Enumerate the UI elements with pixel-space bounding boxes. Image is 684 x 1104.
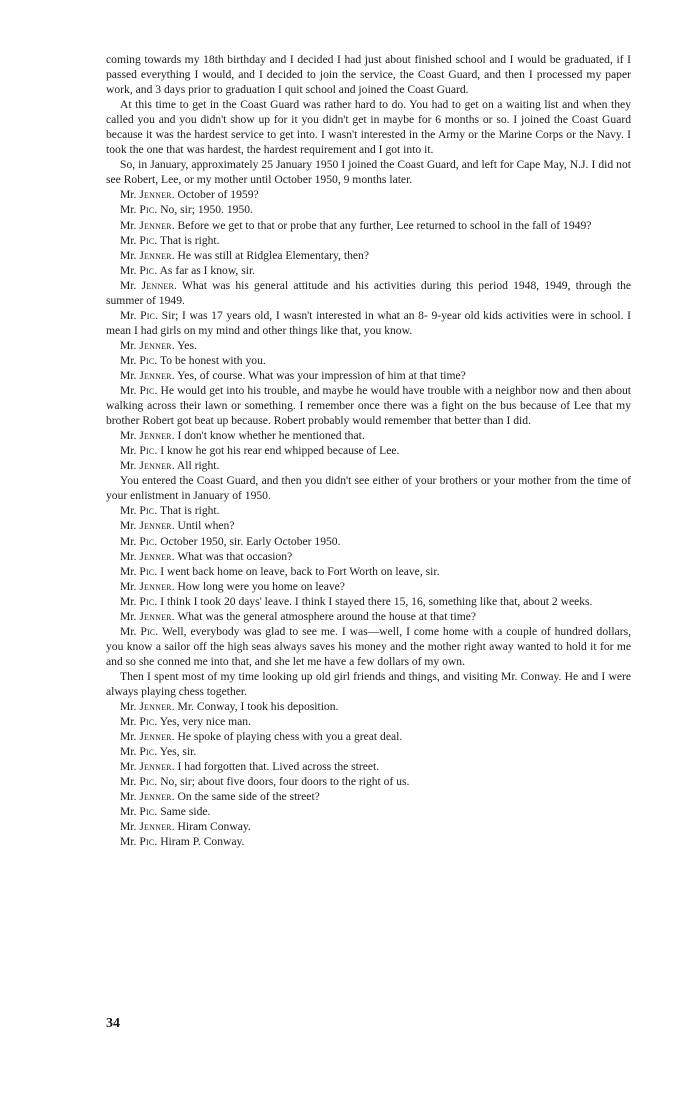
speaker-surname: Pic (139, 444, 155, 458)
paragraph-text: Until when? (177, 519, 235, 533)
speaker-surname: Jenner (139, 368, 172, 382)
speaker-surname: Jenner (139, 730, 172, 744)
speaker-surname: Jenner (139, 820, 172, 834)
testimony-line (106, 834, 631, 849)
testimony-line (106, 338, 631, 353)
speaker-name: Mr. Pic. (120, 715, 160, 729)
speaker-surname: Pic (139, 534, 155, 548)
speaker-name: Mr. Pic. (120, 444, 161, 458)
speaker-surname: Jenner (139, 248, 172, 262)
speaker-surname: Pic (139, 835, 155, 849)
paragraph-text: Same side. (160, 805, 211, 819)
speaker-surname: Pic (139, 775, 155, 789)
speaker-name: Mr. Jenner. (120, 760, 178, 774)
paragraph-text: He would get into his trouble, and maybe he would have trouble with a neighbor now and then about walking across their lawn or something. I remember once there was a fight on the bus because of Lee that my brother Robert got beat up because. Robert probably would remember that better than I did. (106, 384, 632, 428)
paragraph-text: Then I spent most of my time looking up old girl friends and things, and visiting Mr. Conway. He and I were always playing chess together. (106, 669, 631, 698)
narrative-paragraph (106, 97, 631, 157)
narrative-paragraph (106, 157, 631, 187)
narrative-paragraph (106, 52, 631, 97)
testimony-line (106, 308, 631, 338)
speaker-name: Mr. Pic. (120, 775, 161, 789)
testimony-line (106, 353, 631, 368)
speaker-surname: Jenner (139, 459, 172, 473)
paragraph-text: Before we get to that or probe that any further, Lee returned to school in the fall of 1949? (177, 218, 592, 232)
testimony-line (106, 819, 631, 834)
transcript-body (106, 52, 631, 849)
speaker-name: Mr. Jenner. (120, 459, 177, 473)
paragraph-text: No, sir; 1950. 1950. (160, 203, 253, 217)
speaker-name: Mr. Jenner. (120, 609, 178, 623)
speaker-surname: Jenner (139, 760, 172, 774)
speaker-name: Mr. Jenner. (120, 278, 182, 292)
speaker-surname: Pic (139, 384, 155, 398)
paragraph-text: I think I took 20 days' leave. I think I stayed there 15, 16, something like that, about 2 weeks. (160, 594, 593, 608)
speaker-name: Mr. Pic. (120, 203, 161, 217)
paragraph-text: Well, everybody was glad to see me. I was—well, I come home with a couple of hundred dollars, you know a sailor off the high seas always saves his money and the mother right away wanted to hold it for me and so she conned me into that, and she let me have a few dollars of my own. (106, 624, 631, 668)
testimony-line (106, 458, 631, 473)
testimony-line (106, 579, 631, 594)
speaker-name: Mr. Jenner. (120, 790, 178, 804)
speaker-name: Mr. Pic. (120, 624, 163, 638)
paragraph-text: As far as I know, sir. (159, 263, 256, 277)
paragraph-text: I went back home on leave, back to Fort Worth on leave, sir. (160, 564, 440, 578)
testimony-line (106, 804, 631, 819)
paragraph-text: You entered the Coast Guard, and then you didn't see either of your brothers or your mother from the time of your enlistment in January of 1950. (106, 474, 631, 503)
paragraph-text: That is right. (159, 504, 220, 518)
testimony-line (106, 428, 631, 443)
speaker-surname: Pic (139, 594, 155, 608)
testimony-line (106, 263, 631, 278)
paragraph-text: All right. (176, 459, 220, 473)
paragraph-text: I know he got his rear end whipped because of Lee. (160, 444, 400, 458)
speaker-name: Mr. Jenner. (120, 218, 178, 232)
speaker-surname: Pic (139, 504, 155, 518)
speaker-name: Mr. Jenner. (120, 730, 178, 744)
speaker-name: Mr. Jenner. (120, 579, 178, 593)
speaker-surname: Pic (139, 745, 155, 759)
speaker-name: Mr. Pic. (120, 353, 160, 367)
paragraph-text: He spoke of playing chess with you a great deal. (177, 730, 403, 744)
paragraph-text: I had forgotten that. Lived across the street. (177, 760, 380, 774)
speaker-surname: Jenner (139, 700, 172, 714)
speaker-name: Mr. Pic. (120, 233, 160, 247)
testimony-line (106, 248, 631, 263)
testimony-line (106, 564, 631, 579)
narrative-paragraph (106, 669, 631, 699)
speaker-surname: Jenner (139, 519, 172, 533)
speaker-surname: Jenner (139, 429, 172, 443)
paragraph-text: Yes, sir. (159, 745, 197, 759)
speaker-name: Mr. Jenner. (120, 820, 178, 834)
speaker-surname: Pic (139, 233, 155, 247)
speaker-name: Mr. Jenner. (120, 188, 178, 202)
testimony-line (106, 789, 631, 804)
paragraph-text: At this time to get in the Coast Guard was rather hard to do. You had to get on a waiting list and when they called you and you didn't show up for it you didn't get in maybe for 6 months or so. I joined the Coast Guard because it was the hardest service to get into. I wasn't interested in the Army or the Marine Corps or the Navy. I took the one that was hardest, the hardest requirement and I got into it. (106, 98, 631, 157)
speaker-surname: Pic (139, 353, 155, 367)
speaker-name: Mr. Pic. (120, 594, 161, 608)
testimony-line (106, 503, 631, 518)
speaker-surname: Jenner (139, 338, 172, 352)
speaker-name: Mr. Jenner. (120, 338, 178, 352)
testimony-line (106, 278, 631, 308)
speaker-surname: Jenner (139, 549, 172, 563)
paragraph-text: coming towards my 18th birthday and I decided I had just about finished school and I would be graduated, if I passed everything I would, and I decided to join the service, the Coast Guard, and then I processed my paper work, and 3 days prior to graduation I quit school and joined the Coast Guard. (106, 53, 631, 97)
speaker-surname: Pic (139, 564, 155, 578)
speaker-name: Mr. Pic. (120, 504, 160, 518)
speaker-name: Mr. Pic. (120, 534, 161, 548)
testimony-line (106, 759, 631, 774)
testimony-line (106, 443, 631, 458)
paragraph-text: I don't know whether he mentioned that. (177, 429, 365, 443)
paragraph-text: On the same side of the street? (177, 790, 320, 804)
testimony-line (106, 368, 631, 383)
testimony-line (106, 594, 631, 609)
page-number: 34 (106, 1016, 120, 1031)
speaker-surname: Jenner (141, 278, 174, 292)
paragraph-text: Yes, of course. What was your impression of him at that time? (177, 368, 466, 382)
paragraph-text: Hiram Conway. (177, 820, 251, 834)
speaker-name: Mr. Pic. (120, 745, 160, 759)
speaker-name: Mr. Jenner. (120, 549, 178, 563)
paragraph-text: That is right. (159, 233, 220, 247)
testimony-line (106, 744, 631, 759)
testimony-line (106, 609, 631, 624)
testimony-line (106, 383, 631, 428)
testimony-line (106, 699, 631, 714)
speaker-name: Mr. Jenner. (120, 700, 178, 714)
paragraph-text: Yes. (177, 338, 197, 352)
testimony-line (106, 202, 631, 217)
testimony-line (106, 549, 631, 564)
testimony-line (106, 774, 631, 789)
speaker-surname: Jenner (139, 790, 172, 804)
paragraph-text: No, sir; about five doors, four doors to the right of us. (160, 775, 410, 789)
speaker-surname: Pic (139, 263, 155, 277)
speaker-surname: Pic (139, 715, 155, 729)
paragraph-text: October 1950, sir. Early October 1950. (160, 534, 341, 548)
speaker-name: Mr. Pic. (120, 564, 161, 578)
testimony-line (106, 714, 631, 729)
speaker-surname: Pic (140, 308, 156, 322)
paragraph-text: How long were you home on leave? (177, 579, 345, 593)
speaker-surname: Jenner (139, 579, 172, 593)
speaker-surname: Pic (139, 203, 155, 217)
paragraph-text: To be honest with you. (159, 353, 266, 367)
speaker-surname: Jenner (139, 218, 172, 232)
speaker-name: Mr. Pic. (120, 835, 161, 849)
testimony-line (106, 218, 631, 233)
speaker-name: Mr. Jenner. (120, 429, 178, 443)
testimony-line (106, 624, 631, 669)
paragraph-text: Yes, very nice man. (159, 715, 251, 729)
paragraph-text: What was that occasion? (177, 549, 293, 563)
speaker-name: Mr. Jenner. (120, 368, 178, 382)
speaker-surname: Jenner (139, 188, 172, 202)
speaker-name: Mr. Pic. (120, 805, 161, 819)
speaker-name: Mr. Pic. (120, 263, 160, 277)
speaker-surname: Pic (140, 624, 156, 638)
testimony-line (106, 729, 631, 744)
paragraph-text: Sir; I was 17 years old, I wasn't interested in what an 8- 9-year old kids activities were in school. I mean I had girls on my mind and other things like that, you know. (106, 308, 632, 337)
speaker-name: Mr. Pic. (120, 384, 161, 398)
speaker-name: Mr. Jenner. (120, 519, 178, 533)
paragraph-text: What was the general atmosphere around the house at that time? (177, 609, 477, 623)
paragraph-text: What was his general attitude and his activities during this period 1948, 1949, through the summer of 1949. (106, 278, 632, 307)
narrative-paragraph (106, 473, 631, 503)
speaker-surname: Jenner (139, 609, 172, 623)
paragraph-text: He was still at Ridglea Elementary, then? (177, 248, 369, 262)
testimony-line (106, 187, 631, 202)
testimony-line (106, 534, 631, 549)
speaker-name: Mr. Jenner. (120, 248, 178, 262)
testimony-line (106, 518, 631, 533)
paragraph-text: October of 1959? (177, 188, 259, 202)
testimony-line (106, 233, 631, 248)
speaker-surname: Pic (139, 805, 155, 819)
speaker-name: Mr. Pic. (120, 308, 162, 322)
paragraph-text: So, in January, approximately 25 January 1950 I joined the Coast Guard, and left for Cape May, N.J. I did not see Robert, Lee, or my mother until October 1950, 9 months later. (106, 158, 631, 187)
paragraph-text: Hiram P. Conway. (160, 835, 245, 849)
paragraph-text: Mr. Conway, I took his deposition. (177, 700, 339, 714)
